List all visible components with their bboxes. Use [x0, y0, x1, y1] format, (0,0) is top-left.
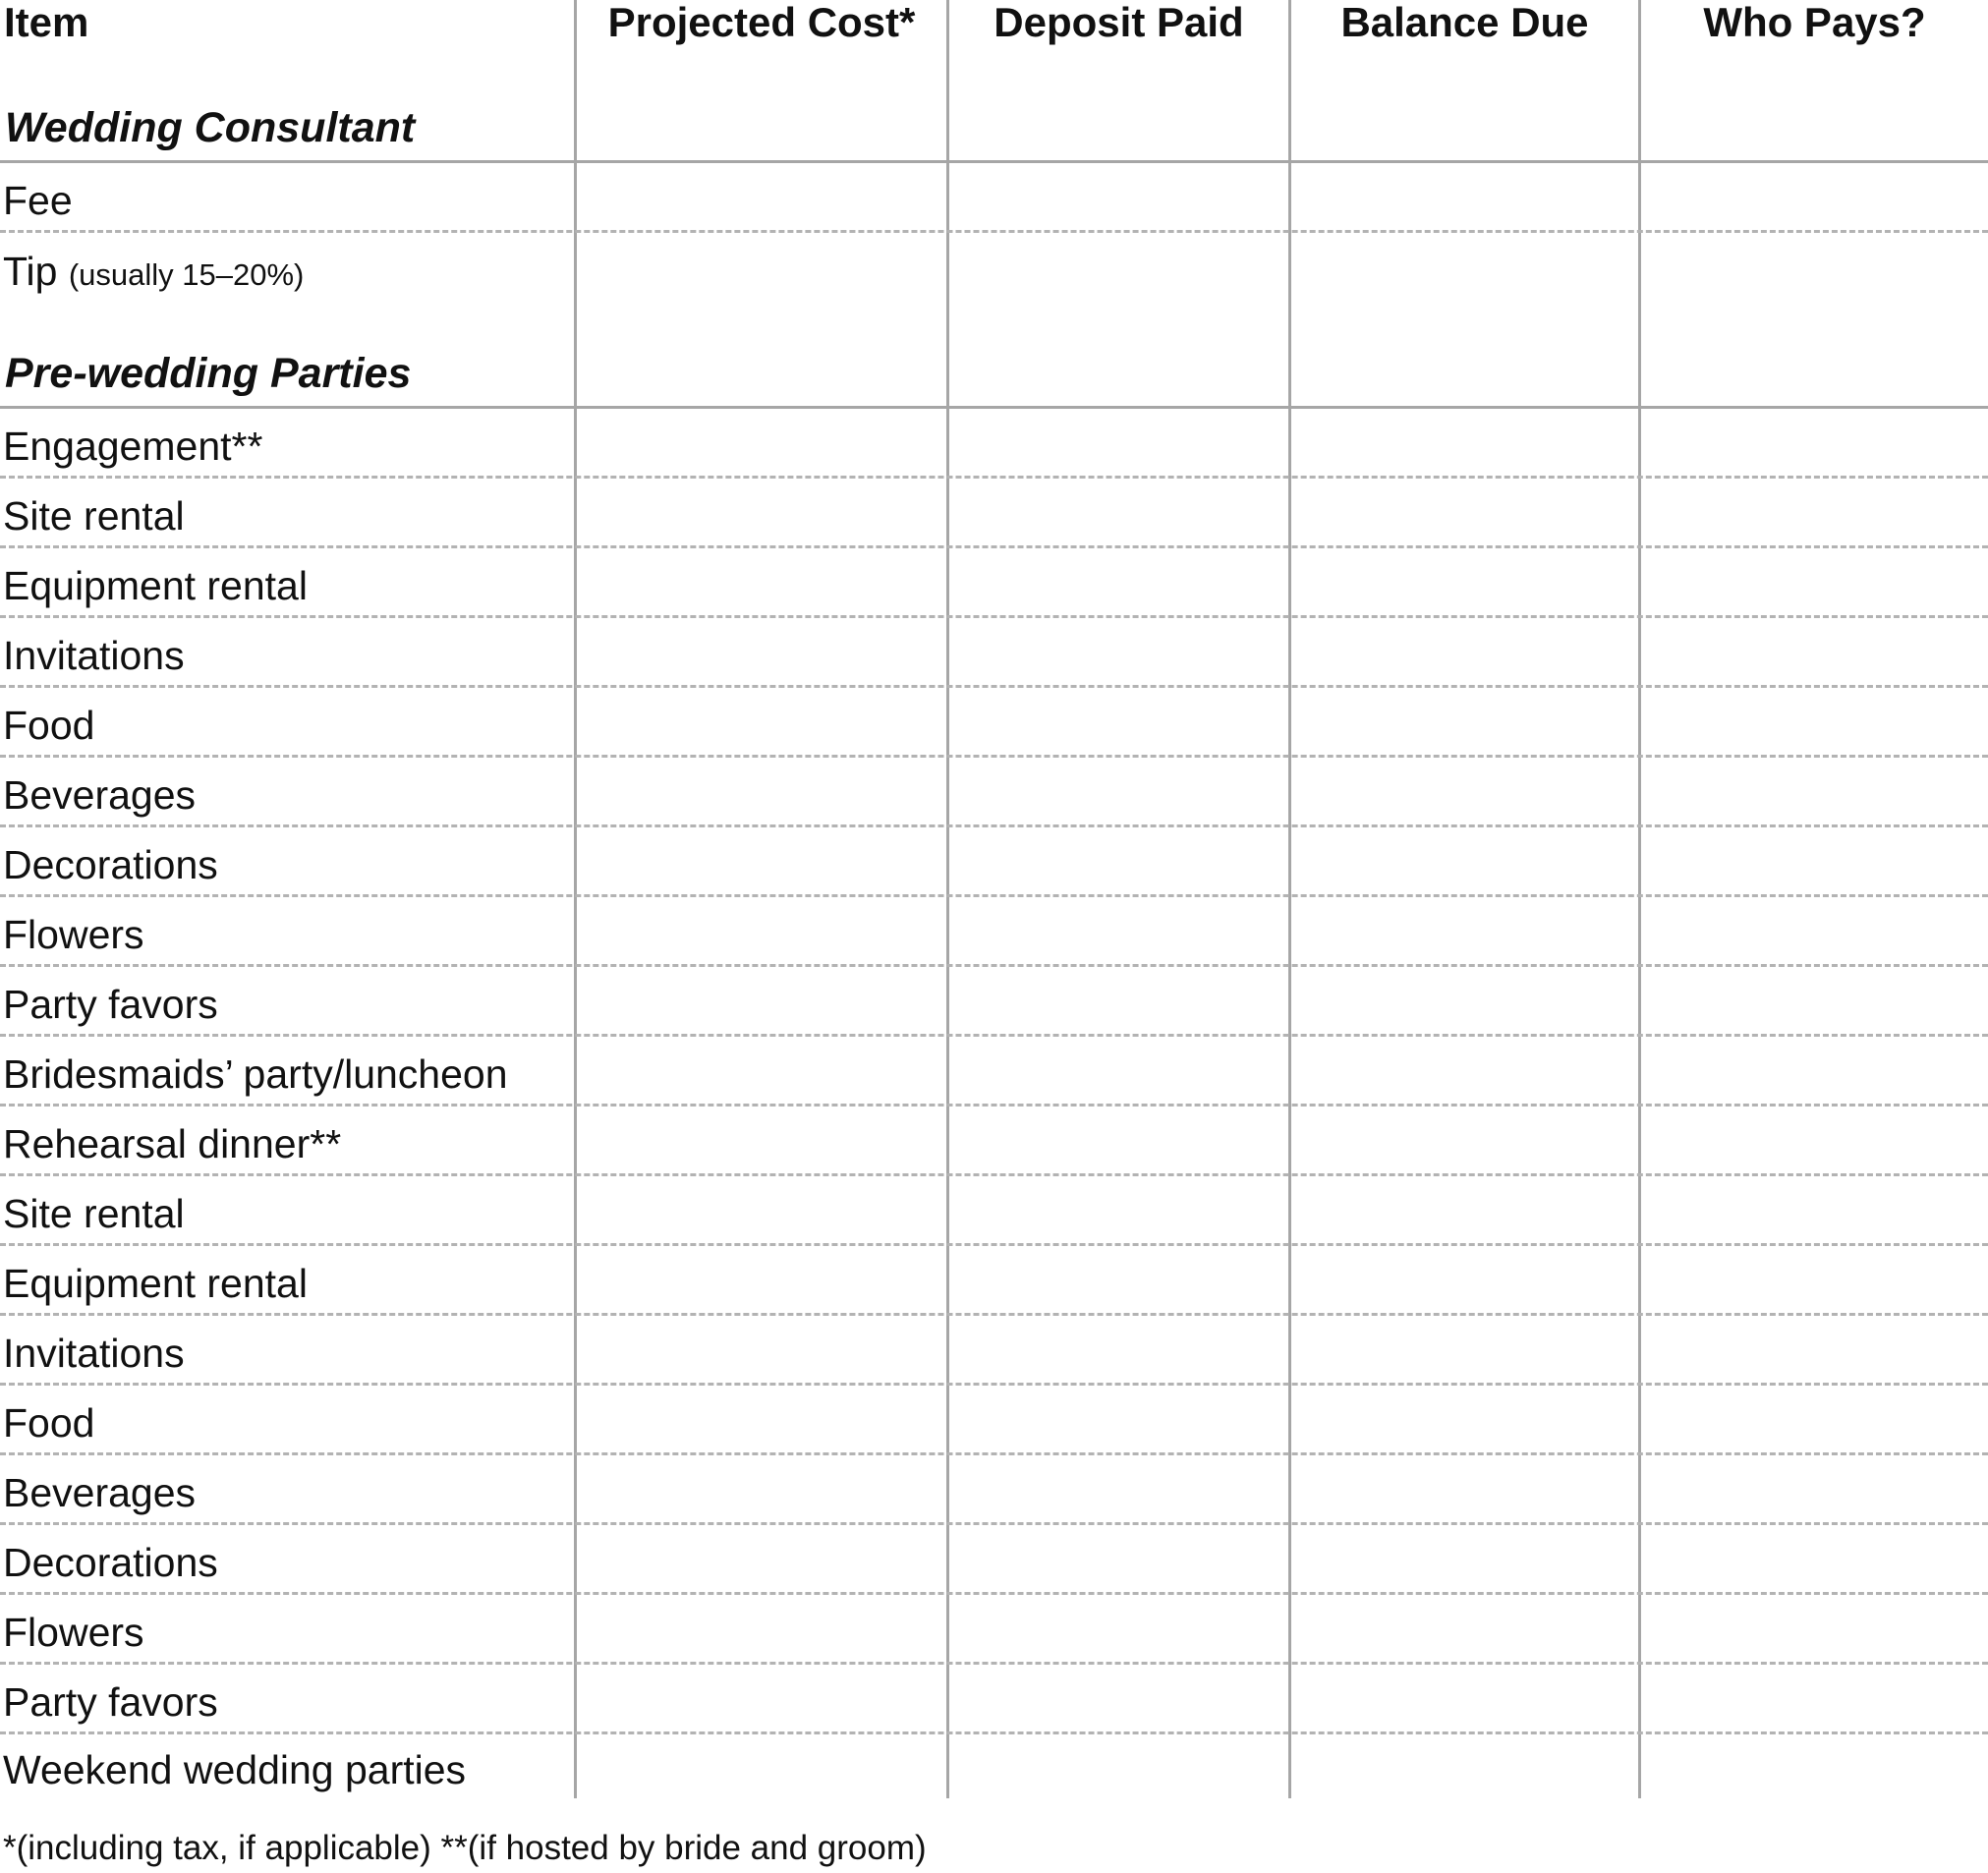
table-row	[0, 618, 1988, 688]
row-label: Food	[3, 703, 95, 748]
column-header-who-pays: Who Pays?	[1703, 0, 1926, 45]
column-header-balance-due: Balance Due	[1340, 0, 1589, 45]
row-label: Engagement**	[3, 424, 263, 469]
row-label: Equipment rental	[3, 563, 308, 608]
row-label: Bridesmaids’ party/luncheon	[3, 1051, 508, 1097]
table-row	[0, 1525, 1988, 1595]
table-row	[0, 688, 1988, 758]
table-row	[0, 479, 1988, 548]
row-label: Food	[3, 1400, 95, 1446]
section-header-pre-wedding-parties	[0, 292, 1988, 409]
row-label: Site rental	[3, 1191, 185, 1236]
row-label: Flowers	[3, 1610, 144, 1655]
table-row	[0, 1665, 1988, 1734]
table-row	[0, 548, 1988, 618]
table-row	[0, 163, 1988, 233]
table-row	[0, 1037, 1988, 1107]
row-label: Tip (usually 15–20%)	[3, 249, 305, 294]
row-note: (usually 15–20%)	[68, 257, 305, 292]
table-row	[0, 409, 1988, 479]
section-header-wedding-consultant	[0, 94, 1988, 163]
section-title: Wedding Consultant	[5, 104, 416, 151]
table-row	[0, 897, 1988, 967]
row-label: Beverages	[3, 1470, 197, 1515]
table-row	[0, 1455, 1988, 1525]
footnote: *(including tax, if applicable) **(if hosted by bride and groom)	[3, 1829, 927, 1867]
row-label: Party favors	[3, 1679, 218, 1725]
row-label: Flowers	[3, 912, 144, 957]
row-label: Decorations	[3, 842, 218, 887]
table-row	[0, 1107, 1988, 1176]
row-label: Site rental	[3, 493, 185, 539]
table-row	[0, 827, 1988, 897]
table-row	[0, 1246, 1988, 1316]
table-row	[0, 758, 1988, 827]
row-label: Weekend wedding parties	[3, 1747, 467, 1792]
table-row	[0, 1595, 1988, 1665]
table-row	[0, 1316, 1988, 1386]
table-row	[0, 1176, 1988, 1246]
row-label: Fee	[3, 178, 73, 223]
row-label: Party favors	[3, 982, 218, 1027]
column-header-deposit-paid: Deposit Paid	[994, 0, 1244, 45]
row-label: Rehearsal dinner**	[3, 1121, 342, 1166]
table-row	[0, 233, 1988, 292]
section-title: Pre-wedding Parties	[5, 350, 412, 397]
row-label: Decorations	[3, 1540, 218, 1585]
column-header-item: Item	[4, 0, 89, 45]
table-row	[0, 1734, 1988, 1798]
table-row	[0, 967, 1988, 1037]
table-row	[0, 1386, 1988, 1455]
row-label: Beverages	[3, 772, 197, 818]
row-label: Equipment rental	[3, 1261, 308, 1306]
row-label: Invitations	[3, 633, 185, 678]
row-label: Invitations	[3, 1331, 185, 1376]
column-header-projected-cost: Projected Cost*	[607, 0, 916, 45]
